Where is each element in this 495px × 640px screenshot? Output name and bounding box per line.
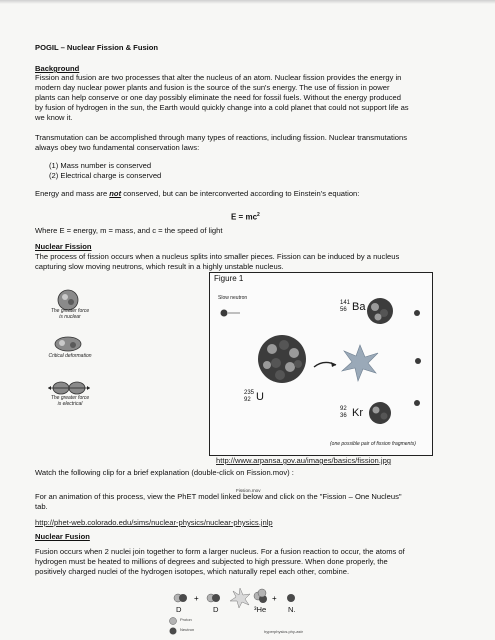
phet-link[interactable]: http://phet-web.colorado.edu/sims/nuclear-physics/nuclear-physics.jnlp: [35, 518, 273, 527]
fusion-p-line: Fusion occurs when 2 nuclei join together to form a larger nucleus. For a fusion reaction to occur, the atoms of: [35, 547, 405, 556]
figure-source-link[interactable]: http://www.arpansa.gov.au/images/basics/fission.jpg: [216, 456, 392, 465]
fission-p-line: capturing slow moving neutrons, which result in a highly unstable nucleus.: [35, 262, 284, 271]
neutron-icon: [287, 594, 295, 602]
clip-instruction: Watch the following clip for a brief explanation (double-click on Fission.mov) :: [35, 468, 294, 477]
slow-neutron-icon: [221, 310, 241, 317]
fusion-label-d: D: [213, 605, 219, 614]
variable-definitions: Where E = energy, m = mass, and c = the speed of light: [35, 226, 223, 235]
released-neutron-icon: [414, 310, 421, 406]
background-p2-line: always obey two fundamental conservation laws:: [35, 143, 200, 152]
energy-burst-icon: [342, 345, 378, 381]
fission-figure: [209, 272, 433, 456]
fission-mov-file[interactable]: Fission.mov: [236, 488, 261, 493]
fusion-p-line: positively charged nuclei of the hydrogen isotopes, which naturally repel each other, combine.: [35, 567, 350, 576]
phet-text-line: tab.: [35, 502, 48, 511]
arrow-icon: [314, 362, 336, 367]
background-p1-line: Fission and fusion are two processes that alter the nucleus of an atom. Nuclear fission provides the energy in: [35, 73, 402, 82]
slow-neutron-label: Slow neutron: [218, 295, 248, 301]
background-p2-line: Transmutation can be accomplished through many types of reactions, including fission. Nuclear transmutations: [35, 133, 408, 142]
figure-caption: (one possible pair of fission fragments): [330, 441, 416, 447]
fission-p-line: The process of fission occurs when a nucleus splits into smaller pieces. Fission can be induced by a nucleus: [35, 252, 400, 261]
side-label: Critical deformation: [48, 353, 92, 359]
legend-proton: Proton: [180, 617, 192, 622]
deuterium-icon: [174, 594, 187, 602]
split-nucleus-icon: [48, 382, 90, 394]
barium-label: 141 56 Ba: [340, 300, 366, 313]
side-label: is nuclear: [59, 314, 81, 320]
background-p1-line: plants can help conserve or one day possibly eliminate the need for fossil fuels. Without the energy produced: [35, 93, 401, 102]
conservation-law: (1) Mass number is conserved: [49, 161, 152, 170]
neutron-legend-icon: [170, 628, 177, 635]
krypton-nucleus-icon: [369, 402, 391, 424]
side-label: is electrical: [57, 401, 83, 407]
legend-neutron: Neutron: [180, 627, 195, 632]
background-p1-line: we know it.: [35, 113, 73, 122]
energy-spark-icon: [230, 588, 250, 608]
energy-sentence: Energy and mass are not conserved, but can be interconverted according to Einstein's equation:: [35, 189, 360, 198]
background-heading: Background: [35, 64, 80, 73]
fission-illustration: [210, 273, 432, 455]
fission-heading: Nuclear Fission: [35, 242, 92, 251]
plus-sign: +: [194, 594, 199, 603]
fusion-label-d: D: [176, 605, 182, 614]
background-p1-line: modern day nuclear power plants and fusion is the source of the sun's energy. The use of fission in power: [35, 83, 390, 92]
barium-nucleus-icon: [367, 298, 393, 324]
helium3-icon: [254, 589, 267, 603]
scan-edge: [0, 0, 495, 4]
einstein-equation: $E = mc^2$: [231, 212, 260, 222]
uranium-nucleus-icon: [258, 335, 306, 383]
background-p1-line: by fusion of hydrogen in the sun, the Earth would quickly change into a cold planet that could not support life as: [35, 103, 409, 112]
emphasis-not: not: [109, 189, 122, 198]
phet-text-line: For an animation of this process, view the PhET model linked below and click on the "Fission – One Nucleus": [35, 492, 402, 501]
deuterium-icon: [207, 594, 220, 602]
conservation-law: (2) Electrical charge is conserved: [49, 171, 162, 180]
page-title: POGIL – Nuclear Fission & Fusion: [35, 43, 159, 52]
fusion-heading: Nuclear Fusion: [35, 532, 90, 541]
side-label: The greater force: [50, 395, 90, 401]
krypton-label: 92 36 Kr: [340, 406, 363, 419]
figure-title: Figure 1: [214, 274, 244, 283]
uranium-label: 235 92 U: [244, 390, 264, 403]
legend-icons: [168, 616, 180, 638]
side-label: The greater force: [50, 308, 90, 314]
fusion-label-n: N.: [288, 605, 296, 614]
plus-sign: +: [272, 594, 277, 603]
fusion-label-he3: ³He: [254, 605, 267, 614]
image-credit: hyperphysics.phy-astr: [264, 629, 303, 634]
deformed-nucleus-icon: [55, 337, 81, 351]
fusion-p-line: hydrogen must be heated to millions of degrees and subjected to high pressure. When done properly, the: [35, 557, 388, 566]
fusion-reaction-diagram: [166, 580, 306, 612]
proton-icon: [170, 618, 177, 625]
spherical-nucleus-icon: [58, 290, 78, 310]
